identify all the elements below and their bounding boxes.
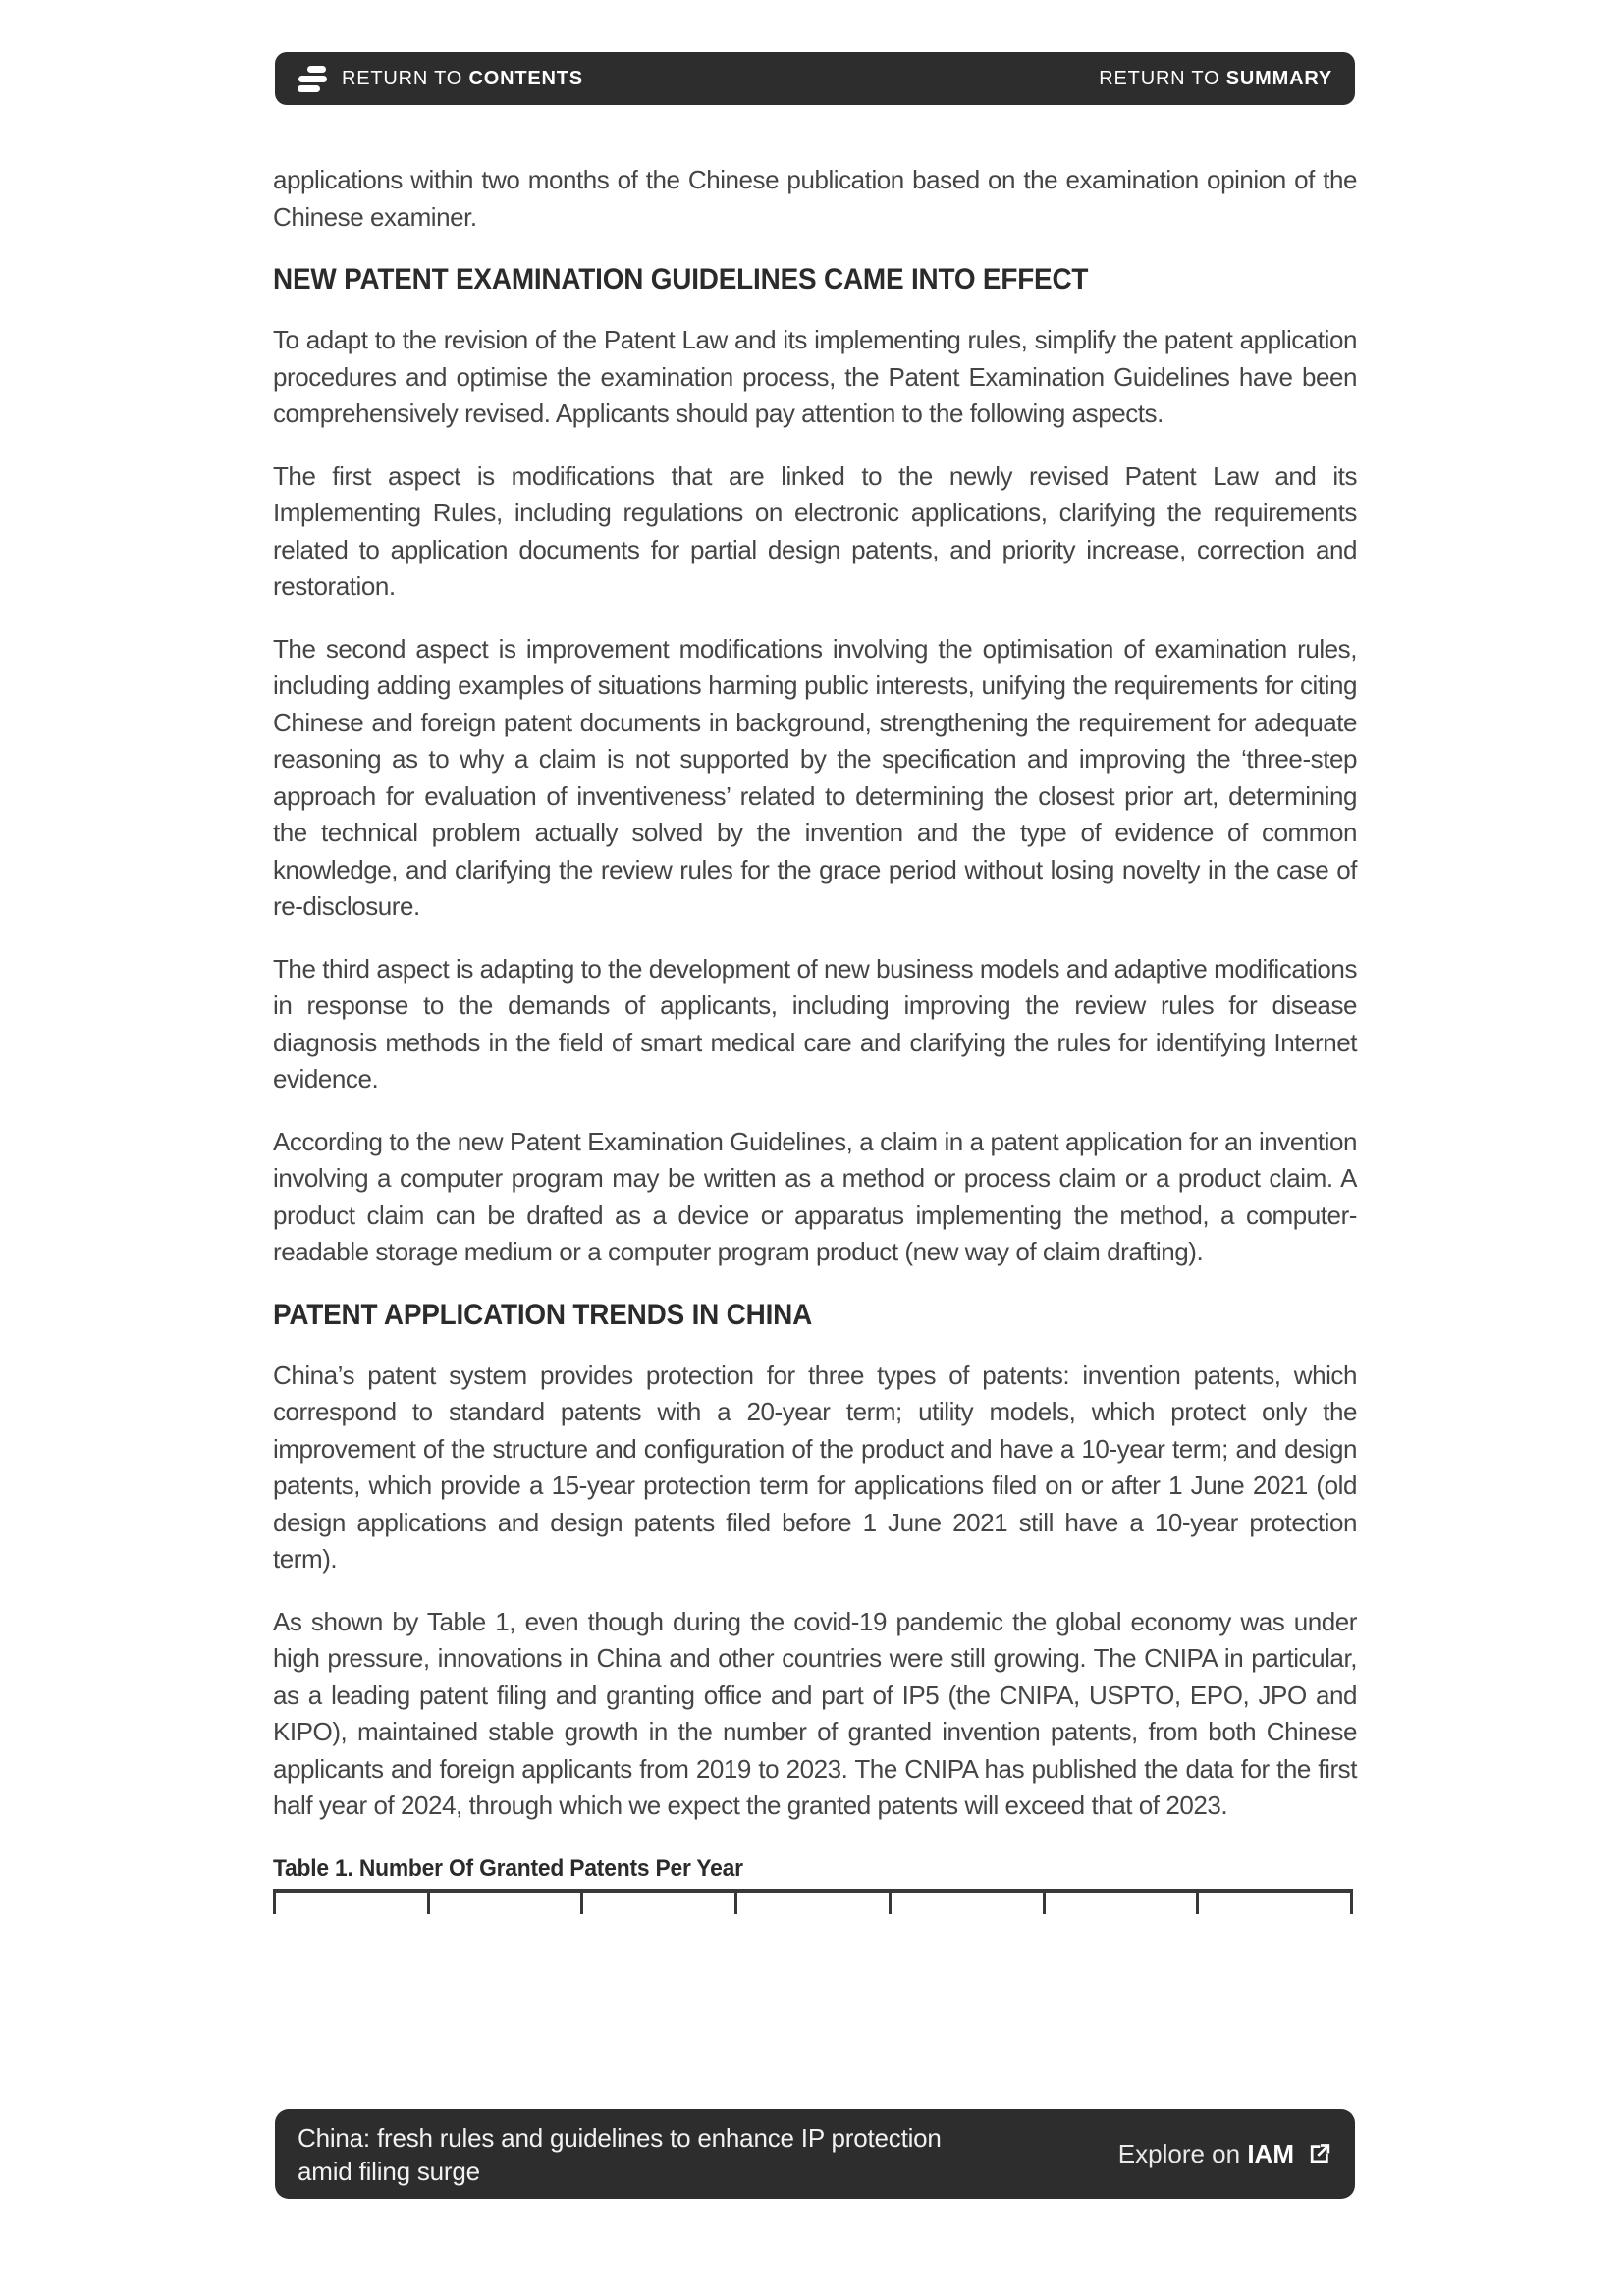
top-nav-bar — [275, 52, 1355, 105]
granted-patents-table — [273, 1889, 1353, 1914]
table-cell — [1046, 1893, 1200, 1914]
table-caption: Table 1. Number Of Granted Patents Per Year — [273, 1854, 743, 1882]
article-body — [273, 162, 1357, 1914]
body-paragraph: As shown by Table 1, even though during the covid-19 pandemic the global economy was under high pressure, innovations in China and other countries were still growing. The CNIPA in particular, as a leading patent filing and granting office and part of IP5 (the CNIPA, USPTO, EPO, JPO and KIPO), maintained stable growth in the number of granted invention patents, from both Chinese applicants and foreign applicants from 2019 to 2023. The CNIPA has published the data for the first half year of 2024, through which we expect the granted patents will exceed that of 2023. — [273, 1606, 1357, 1820]
table-cell — [276, 1893, 430, 1914]
body-paragraph: The third aspect is adapting to the development of new business models and adaptive modifications in response to the demands of applicants, including improving the review rules for disease diagnosis methods in the field of smart medical care and clarifying the rules for identifying Internet evidence. — [273, 953, 1357, 1094]
table-cell — [737, 1893, 892, 1914]
section-heading-new-guidelines: NEW PATENT EXAMINATION GUIDELINES CAME INTO EFFECT — [273, 263, 1089, 295]
return-to-contents-link[interactable] — [298, 66, 583, 92]
article-title-line1: China: fresh rules and guidelines to enhance IP protection — [298, 2122, 942, 2153]
table-cell — [892, 1893, 1046, 1914]
section-heading-application-trends: PATENT APPLICATION TRENDS IN CHINA — [273, 1298, 813, 1331]
logo-pill — [298, 85, 320, 92]
footer-bar — [275, 2109, 1355, 2199]
table-cell — [1199, 1893, 1350, 1914]
contents-logo-icon — [298, 66, 327, 92]
body-paragraph: The second aspect is improvement modifications involving the optimisation of examination rules, including adding examples of situations harming public interests, unifying the requirements for citing Chinese and foreign patent documents in background, strengthening the requirement for adequate reasoning as to why a claim is not supported by the specification and improving the ‘three-step approach for evaluation of inventiveness’ related to determining the closest prior art, determining the technical problem actually solved by the invention and the type of evidence of common knowledge, and clarifying the review rules for the grace period without losing novelty in the case of re-disclosure. — [273, 633, 1357, 921]
body-paragraph: applications within two months of the Chinese publication based on the examination opinion of the Chinese examiner. — [273, 165, 1357, 232]
explore-on-iam-label: Explore on IAM — [1117, 2139, 1294, 2168]
return-to-summary-label: RETURN TO SUMMARY — [1099, 67, 1332, 89]
body-paragraph: China’s patent system provides protection for three types of patents: invention patents, which correspond to standard patents with a 20-year term; utility models, which protect only the improvement of the structure and configuration of the product and have a 10-year term; and design patents, which provide a 15-year protection term for applications filed on or after 1 June 2021 (old design applications and design patents filed before 1 June 2021 still have a 10-year protection term). — [273, 1360, 1357, 1574]
explore-on-iam-link[interactable] — [1118, 2139, 1332, 2169]
logo-pill — [298, 76, 327, 82]
body-paragraph: According to the new Patent Examination Guidelines, a claim in a patent application for an invention involving a computer program may be written as a method or process claim or a product claim. A product claim can be drafted as a device or apparatus implementing the method, a computer-readable storage medium or a computer program product (new way of claim drafting). — [273, 1126, 1357, 1266]
article-title — [298, 2121, 942, 2188]
logo-pill — [307, 66, 326, 73]
table-cell — [583, 1893, 737, 1914]
table-cell — [430, 1893, 584, 1914]
body-paragraph: To adapt to the revision of the Patent Law and its implementing rules, simplify the patent application procedures and optimise the examination process, the Patent Examination Guidelines have been comprehensively revised. Applicants should pay attention to the following aspects. — [273, 325, 1357, 428]
article-title-line2: amid filing surge — [298, 2156, 480, 2186]
return-to-contents-label: RETURN TO CONTENTS — [342, 67, 583, 89]
return-to-summary-link[interactable] — [1099, 68, 1332, 90]
external-link-icon — [1306, 2141, 1332, 2167]
body-paragraph: The first aspect is modifications that are linked to the newly revised Patent Law and its Implementing Rules, including regulations on electronic applications, clarifying the requirements related to application documents for partial design patents, and priority increase, correction and restoration. — [273, 460, 1357, 601]
